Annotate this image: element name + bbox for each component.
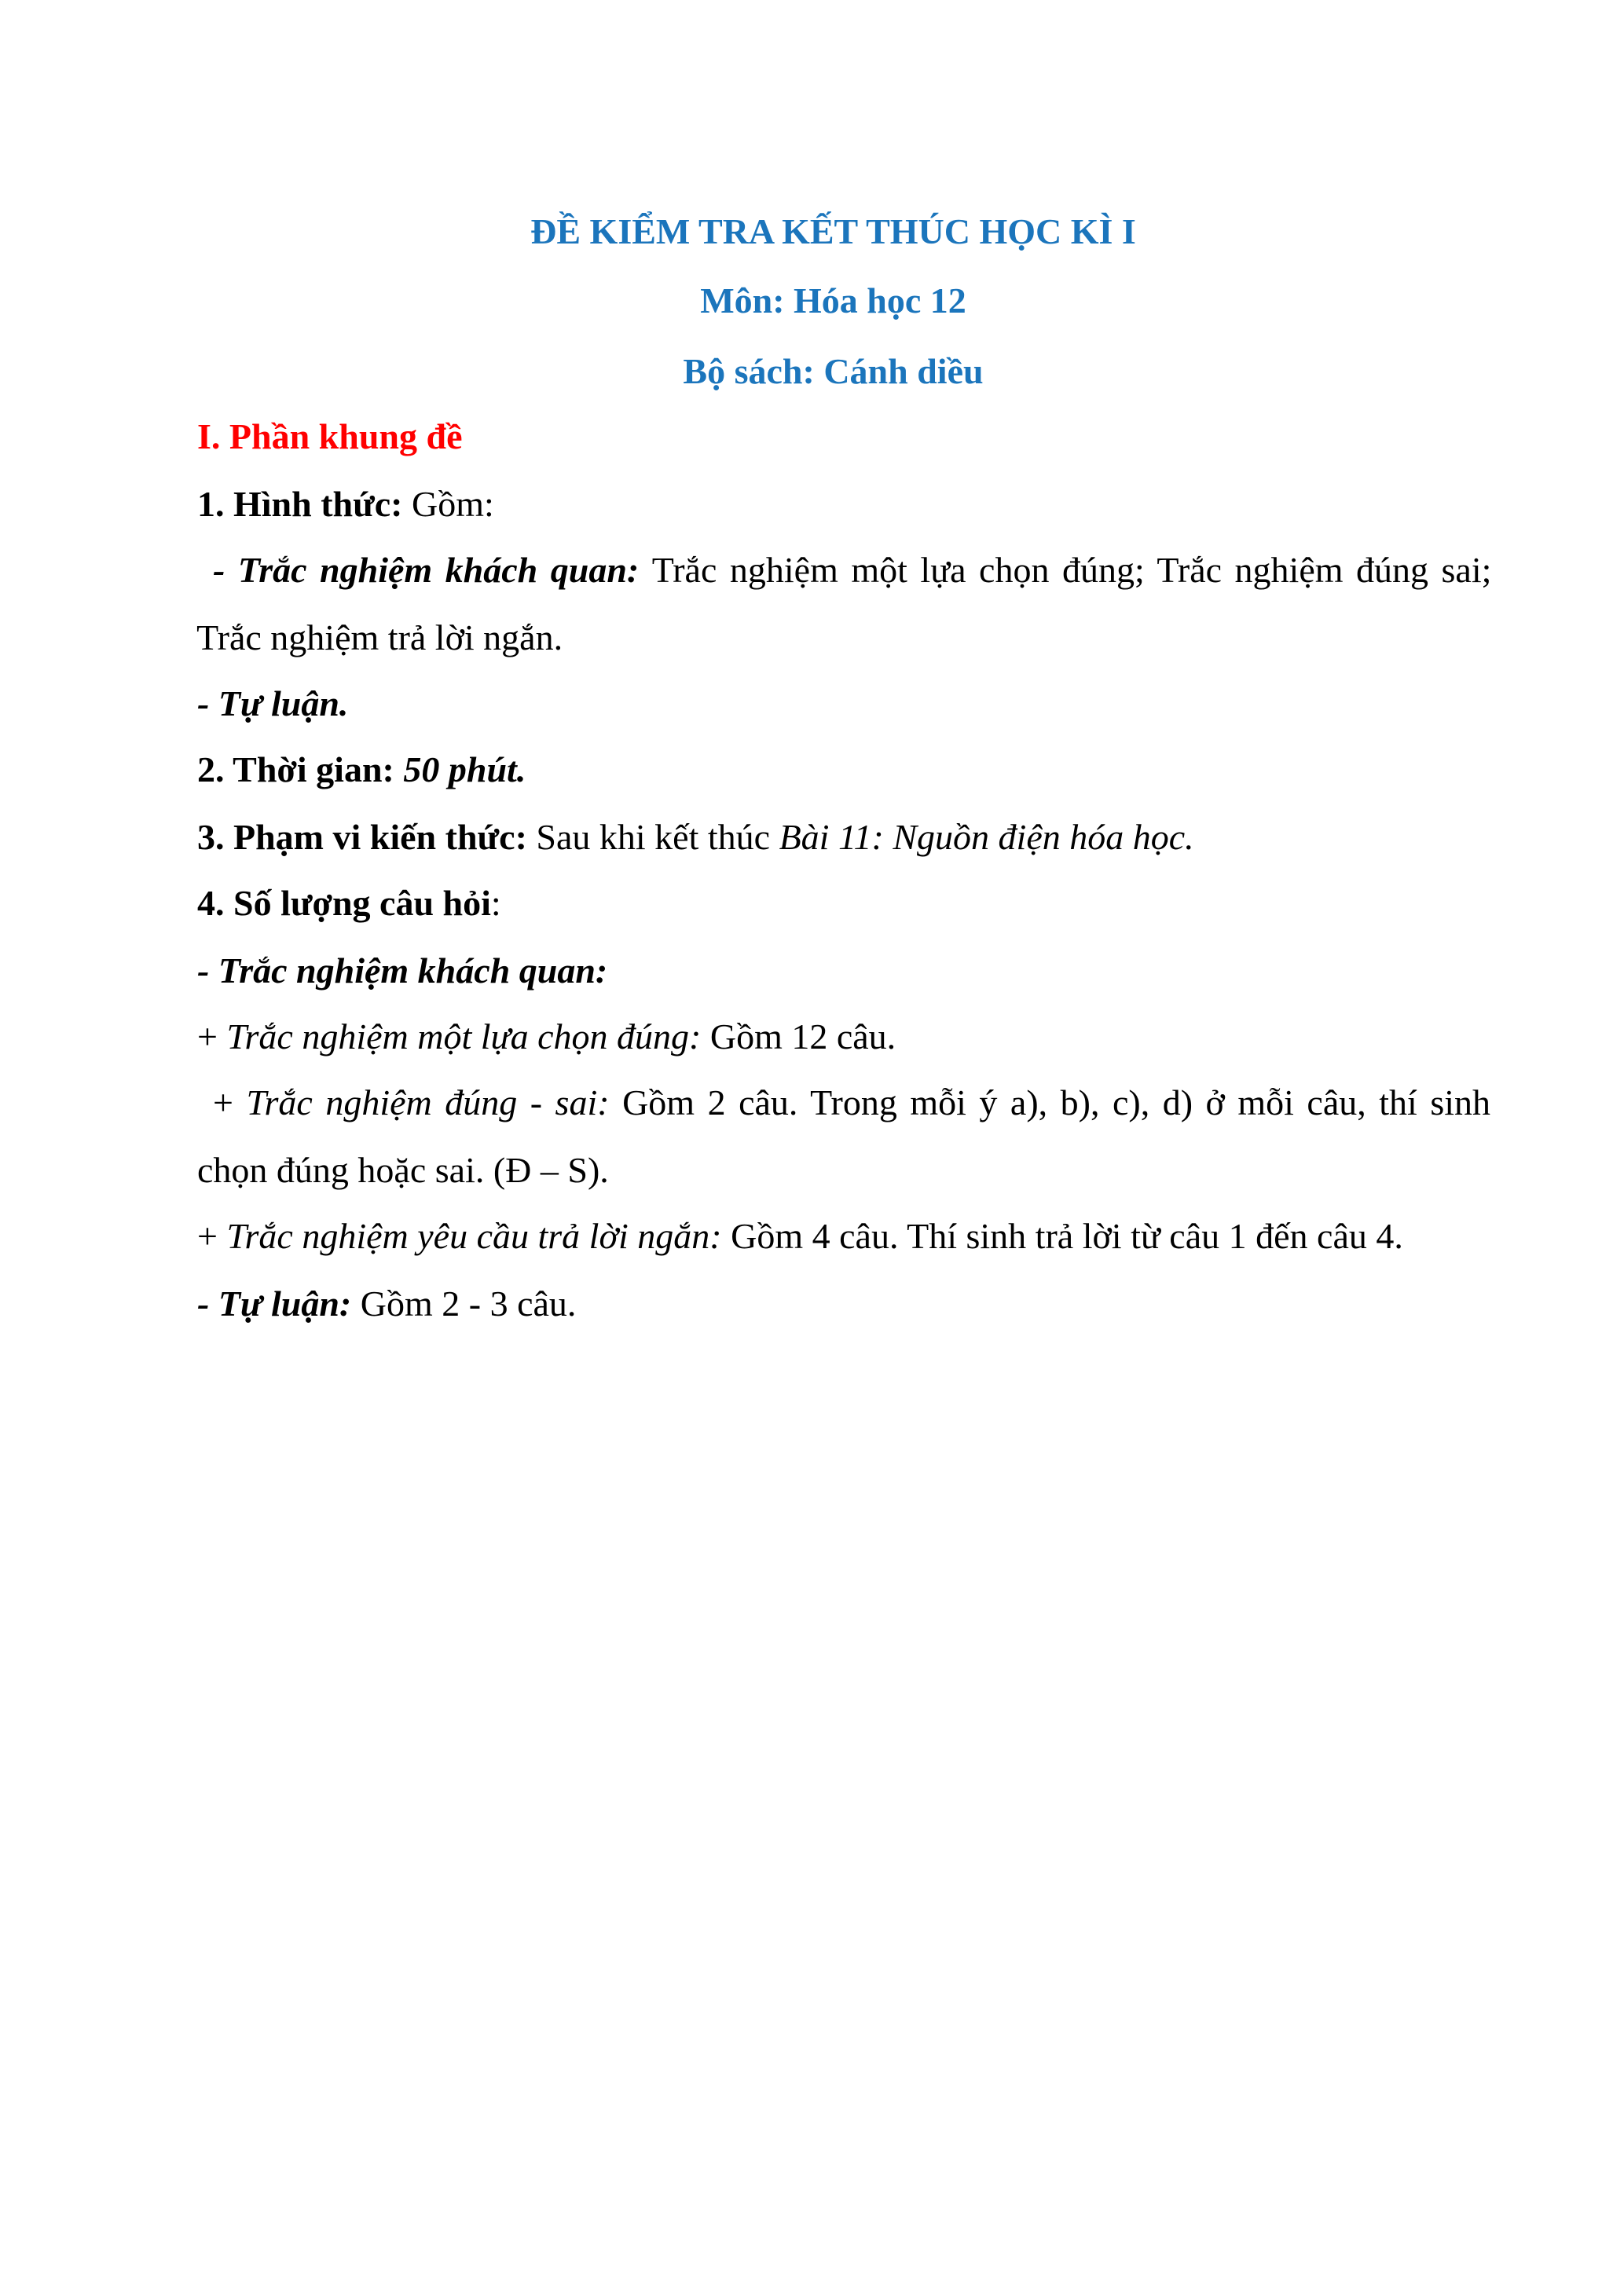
- doc-title-text: ĐỀ KIỂM TRA KẾT THÚC HỌC KÌ I: [530, 211, 1136, 251]
- text-run: Gồm 12 câu.: [701, 1016, 896, 1056]
- text-run: Trắc nghiệm một lựa chọn đúng; Trắc nghiệm đúng sai;: [651, 550, 1492, 590]
- text-run: Trắc nghiệm đúng - sai:: [246, 1082, 610, 1122]
- text-run: - Trắc nghiệm khách quan:: [213, 550, 652, 590]
- section-heading-text: I. Phần khung đề: [197, 416, 463, 456]
- line-tu-luan-count: [161, 1233, 1469, 1375]
- text-run: Gồm 2 - 3 câu.: [351, 1283, 577, 1324]
- text-run: 3. Phạm vi kiến thức:: [197, 817, 537, 857]
- text-run: +: [197, 1016, 227, 1056]
- text-run: Trắc nghiệm trả lời ngắn.: [196, 617, 563, 657]
- text-run: - Tự luận.: [197, 683, 349, 723]
- text-run: +: [213, 1082, 247, 1122]
- text-run: Gồm 4 câu. Thí sinh trả lời từ câu 1 đến câu 4.: [721, 1216, 1403, 1256]
- text-run: Gồm 2 câu. Trong mỗi ý a), b), c), d) ở mỗi câu, thí sinh: [609, 1082, 1490, 1122]
- text-run: 50 phút.: [403, 749, 526, 789]
- text-run: 2. Thời gian:: [197, 749, 404, 789]
- text-run: Trắc nghiệm yêu cầu trả lời ngắn:: [226, 1216, 722, 1256]
- subject-text: Môn: Hóa học 12: [700, 280, 966, 320]
- text-run: 1. Hình thức:: [197, 484, 412, 524]
- text-run: Sau khi kết thúc: [536, 817, 779, 857]
- text-run: Bài 11: Nguồn điện hóa học.: [779, 817, 1194, 857]
- text-run: chọn đúng hoặc sai. (Đ – S).: [197, 1150, 609, 1190]
- text-run: - Tự luận:: [197, 1283, 352, 1324]
- text-run: - Trắc nghiệm khách quan:: [197, 950, 608, 991]
- text-run: Gồm:: [411, 484, 494, 524]
- text-run: :: [490, 883, 501, 923]
- text-run: +: [197, 1216, 227, 1256]
- text-run: 4. Số lượng câu hỏi: [197, 883, 491, 923]
- book-series-text: Bộ sách: Cánh diều: [683, 351, 984, 391]
- text-run: Trắc nghiệm một lựa chọn đúng:: [226, 1016, 702, 1056]
